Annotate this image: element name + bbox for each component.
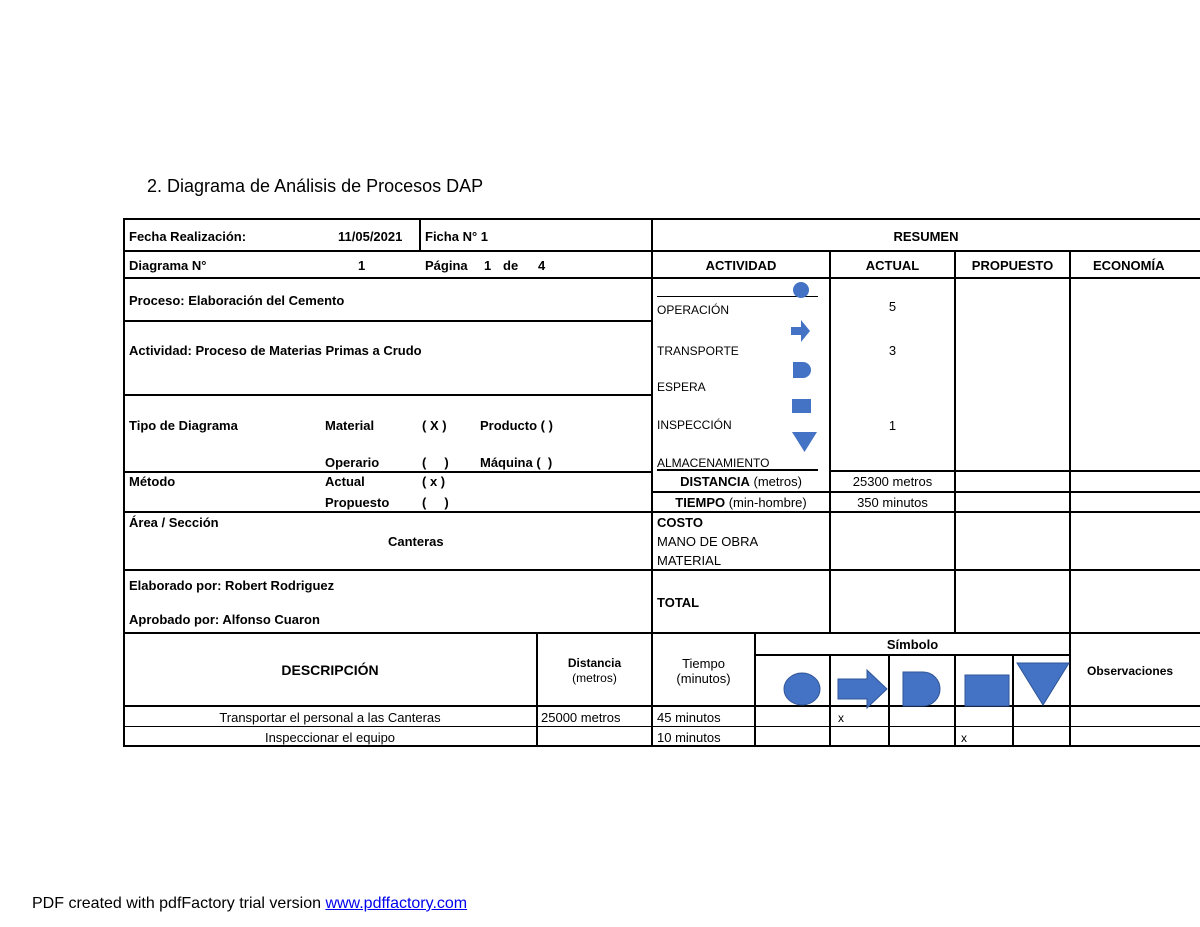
- costo-label: COSTO: [657, 515, 703, 530]
- tiempo-label: [652, 495, 830, 510]
- total-label: TOTAL: [657, 595, 700, 610]
- tiempo-unit: (minutos): [676, 671, 731, 686]
- aprobado-por: Aprobado por: Alfonso Cuaron: [129, 612, 320, 627]
- mano-obra-label: MANO DE OBRA: [657, 534, 759, 549]
- distancia-value: 25300 metros: [852, 474, 933, 489]
- storage-triangle-icon: [1017, 663, 1069, 705]
- col-actual: ACTUAL: [865, 258, 920, 273]
- area-label: Área / Sección: [129, 515, 219, 530]
- diagrama-value: 1: [358, 258, 366, 273]
- tipo-label: Tipo de Diagrama: [129, 418, 238, 433]
- operario-label: Operario: [325, 455, 380, 470]
- proceso: Proceso: Elaboración del Cemento: [129, 293, 345, 308]
- distancia-label: [652, 474, 830, 489]
- maquina-label: Máquina ( ): [480, 455, 553, 470]
- divider: [419, 218, 421, 250]
- metodo-label: Método: [129, 474, 176, 489]
- transport-arrow-icon: [838, 670, 887, 708]
- divider: [123, 320, 652, 322]
- propuesto-label: Propuesto: [325, 495, 390, 510]
- resumen-title: RESUMEN: [893, 229, 959, 244]
- fecha-label: Fecha Realización:: [129, 229, 247, 244]
- pdffactory-link[interactable]: www.pdffactory.com: [325, 895, 468, 912]
- divider: [123, 632, 1200, 634]
- pagina-label: Página: [425, 258, 468, 273]
- delay-d-icon: [903, 672, 940, 706]
- tiempo-label-bold: TIEMPO: [675, 495, 726, 510]
- tiempo-header: Tiempo: [682, 656, 725, 671]
- tiempo-label-rest: (min-hombre): [725, 495, 807, 510]
- propuesto-mark: ( ): [422, 495, 449, 510]
- actual-transporte: 3: [888, 343, 897, 358]
- storage-triangle-icon: [792, 432, 817, 452]
- actual-operacion: 5: [888, 299, 897, 314]
- inspection-square-icon: [965, 675, 1009, 706]
- divider: [123, 726, 1200, 727]
- delay-d-icon: [793, 362, 811, 378]
- divider: [123, 277, 1200, 279]
- operation-circle-icon: [784, 673, 820, 705]
- fecha-value: 11/05/2021: [338, 229, 403, 244]
- diagrama-label: Diagrama N°: [129, 258, 207, 273]
- activity-operacion: OPERACIÓN: [657, 303, 730, 317]
- pagina-de: de: [503, 258, 519, 273]
- transport-arrow-icon: [791, 320, 810, 342]
- divider: [123, 394, 652, 396]
- observaciones-header: Observaciones: [1087, 664, 1174, 678]
- legend-symbols: [790, 282, 820, 472]
- activity-transporte: TRANSPORTE: [657, 344, 739, 358]
- distancia-label-rest: (metros): [749, 474, 802, 489]
- pagina-value: 1: [484, 258, 492, 273]
- row-mark-inspeccion: x: [961, 731, 967, 745]
- actual-inspeccion: 1: [888, 418, 897, 433]
- divider: [123, 745, 1200, 747]
- material-cost-label: MATERIAL: [657, 553, 722, 568]
- row-mark-transporte: x: [838, 711, 844, 725]
- actual-mark: ( x ): [422, 474, 446, 489]
- operario-mark: ( ): [422, 455, 449, 470]
- divider: [123, 250, 1200, 252]
- row-distancia: 25000 metros: [541, 710, 621, 725]
- distancia-label-bold: DISTANCIA: [680, 474, 750, 489]
- elaborado-por: Elaborado por: Robert Rodriguez: [129, 578, 335, 593]
- row-descripcion: Transportar el personal a las Canteras: [219, 710, 441, 725]
- ficha: Ficha N° 1: [425, 229, 488, 244]
- divider: [123, 218, 1200, 220]
- area-value: Canteras: [388, 534, 444, 549]
- row-descripcion: Inspeccionar el equipo: [264, 730, 396, 745]
- divider: [123, 705, 1200, 707]
- operation-circle-icon: [793, 282, 809, 298]
- page-title: 2. Diagrama de Análisis de Procesos DAP: [147, 176, 484, 196]
- footer-note: [32, 895, 467, 913]
- distancia-header: Distancia: [567, 656, 622, 670]
- divider: [123, 511, 1200, 513]
- row-tiempo: 45 minutos: [657, 710, 721, 725]
- row-tiempo: 10 minutos: [657, 730, 721, 745]
- divider: [123, 471, 652, 473]
- actividad: Actividad: Proceso de Materias Primas a Crudo: [129, 343, 422, 358]
- col-economia: ECONOMÍA: [1093, 258, 1165, 273]
- activity-almacenamiento: ALMACENAMIENTO: [657, 456, 770, 470]
- descripcion-header: DESCRIPCIÓN: [281, 662, 379, 678]
- header-symbols: [755, 655, 1070, 705]
- tiempo-value: 350 minutos: [857, 495, 928, 510]
- divider: [830, 470, 1200, 472]
- pagina-total: 4: [538, 258, 546, 273]
- material-mark: ( X ): [422, 418, 447, 433]
- activity-espera: ESPERA: [657, 380, 706, 394]
- col-propuesto: PROPUESTO: [971, 258, 1054, 273]
- footer-text: PDF created with pdfFactory trial version: [32, 895, 326, 912]
- simbolo-header: Símbolo: [886, 637, 939, 652]
- actual-label: Actual: [325, 474, 365, 489]
- col-actividad: ACTIVIDAD: [705, 258, 777, 273]
- material-label: Material: [325, 418, 375, 433]
- activity-inspeccion: INSPECCIÓN: [657, 418, 732, 432]
- distancia-unit: (metros): [572, 671, 617, 685]
- divider: [652, 491, 1200, 493]
- producto-label: Producto ( ): [480, 418, 553, 433]
- divider: [123, 569, 1200, 571]
- inspection-square-icon: [792, 399, 811, 413]
